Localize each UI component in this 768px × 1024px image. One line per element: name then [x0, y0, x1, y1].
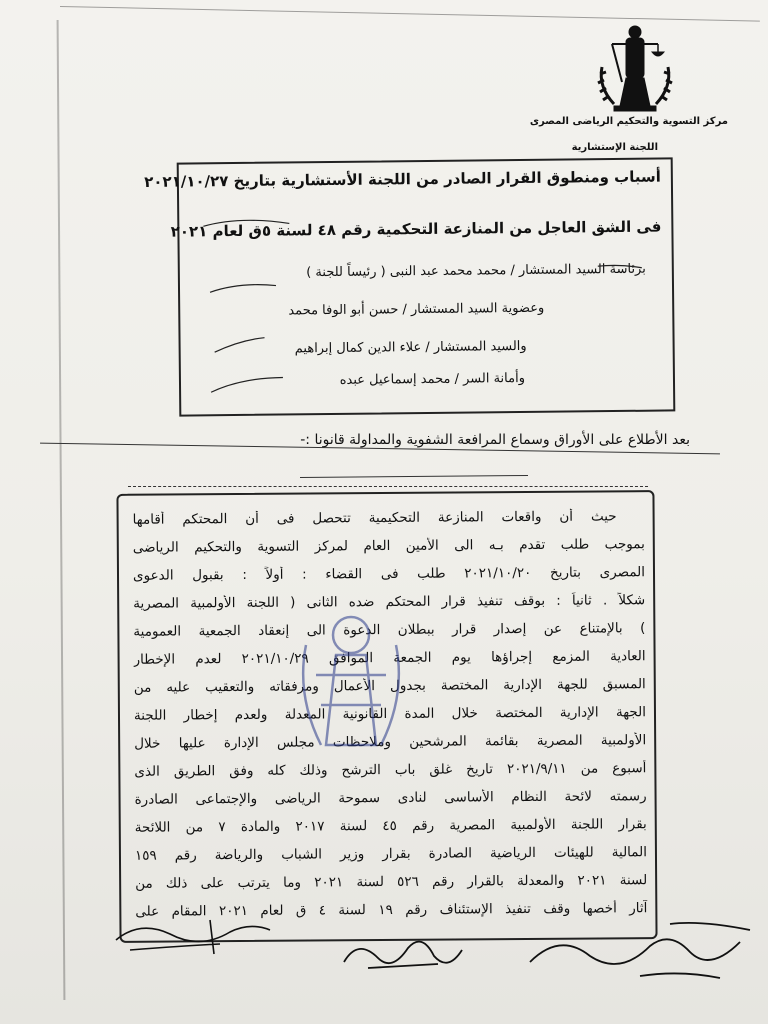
body-line: شكلاً . ثانياً : بوقف تنفيذ قرار المحتكم ضده الثانى ( اللجنة الأولمبية المصرية: [133, 592, 646, 612]
body-line: العادية المزمع إجراؤها يوم الجمعة الموافق ٢٠٢١/١٠/٢٩ لعدم الإخطار: [133, 648, 646, 668]
body-line: المالية للهيئات الرياضية الصادرة بقرار وزير الشباب والرياضة رقم ١٥٩: [134, 844, 648, 864]
body-line: لسنة ٢٠٢١ والمعدلة بالقرار رقم ٥٢٦ لسنة ٢٠٢١ وما يترتب على ذلك من: [135, 872, 648, 892]
member-line-2: والسيد المستشار / علاء الدين كمال إبراهيم: [294, 338, 527, 357]
body-line: آثار أخصها وقف تنفيذ الإستئناف رقم ١٩ لسنة ٤ ق لعام ٢٠٢١ المقام على: [135, 900, 648, 920]
handwritten-marks: [179, 159, 674, 414]
organization-name: مركز التسوية والتحكيم الرياضى المصرى: [529, 116, 728, 127]
body-line: رسمته لائحة النظام الأساسى لنادى سموحة الرياضى والإجتماعى الصادرة: [134, 788, 647, 808]
body-line: الجهة الإدارية المختصة خلال المدة القانونية المعدلة ولعدم إخطار اللجنة: [133, 704, 647, 724]
body-line: الأولمبية المصرية بقائمة المرشحين وملاحظات مجلس الإدارة عليها خلال: [134, 732, 647, 752]
chair-line: برئاسة السيد المستشار / محمد محمد عبد النبى ( رئيساً للجنة ): [306, 261, 646, 281]
official-stamp: [296, 585, 406, 765]
signature-2: [338, 928, 468, 978]
case-reference: فى الشق العاجل من المنازعة التحكمية رقم ٤٨ لسنة ٥ق لعام ٢٠٢١: [170, 217, 662, 241]
body-line: بموجب طلب تقدم بـه الى الأمين العام لمركز التسوية والتحكيم الرياضى: [132, 536, 645, 556]
signature-3: [520, 912, 760, 992]
member-line-1: وعضوية السيد المستشار / حسن أبو الوفا محمد: [288, 300, 545, 319]
body-line: أسبوع من ٢٠٢١/٩/١١ تاريخ غلق باب الترشح وذلك كله وفق الطريق الذى: [134, 760, 647, 780]
secretary-line: وأمانة السر / محمد إسماعيل عبده: [339, 370, 526, 388]
separator-line-2: [300, 475, 528, 478]
body-line: بقرار اللجنة الأولمبية المصرية رقم ٤٥ لسنة ٢٠١٧ والمادة ٧ من اللائحة: [134, 816, 647, 836]
signature-1: [110, 910, 280, 970]
page-edge-line: [60, 6, 760, 22]
decision-title: أسباب ومنطوق القرار الصادر من اللجنة الأستشارية بتاريخ ٢٠٢١/١٠/٢٧: [144, 167, 661, 191]
body-line: المسبق للجهة الإدارية المختصة بجدول الأعمال ومرفقاته والتعقيب عليه من: [133, 676, 646, 696]
body-line: المصرى بتاريخ ٢٠٢١/١٠/٢٠ طلب فى القضاء : أولاً : بقبول الدعوى: [132, 564, 646, 584]
decision-header-box: [144, 157, 676, 416]
separator-line-3: [128, 486, 648, 487]
committee-name: اللجنة الإستشارية: [571, 142, 658, 153]
body-line: ) بالإمتناع عن إصدار قرار ببطلان الدعوة الى إنعقاد الجمعية العمومية: [133, 620, 646, 640]
body-line: حيث أن واقعات المنازعة التحكيمية تتحصل فى أن المحتكم أقامها: [132, 508, 617, 528]
intro-statement: بعد الأطلاع على الأوراق وسماع المرافعة الشفوية والمداولة قانونا :-: [300, 432, 690, 448]
lady-justice-logo: [592, 22, 678, 114]
margin-line: [57, 20, 66, 1000]
